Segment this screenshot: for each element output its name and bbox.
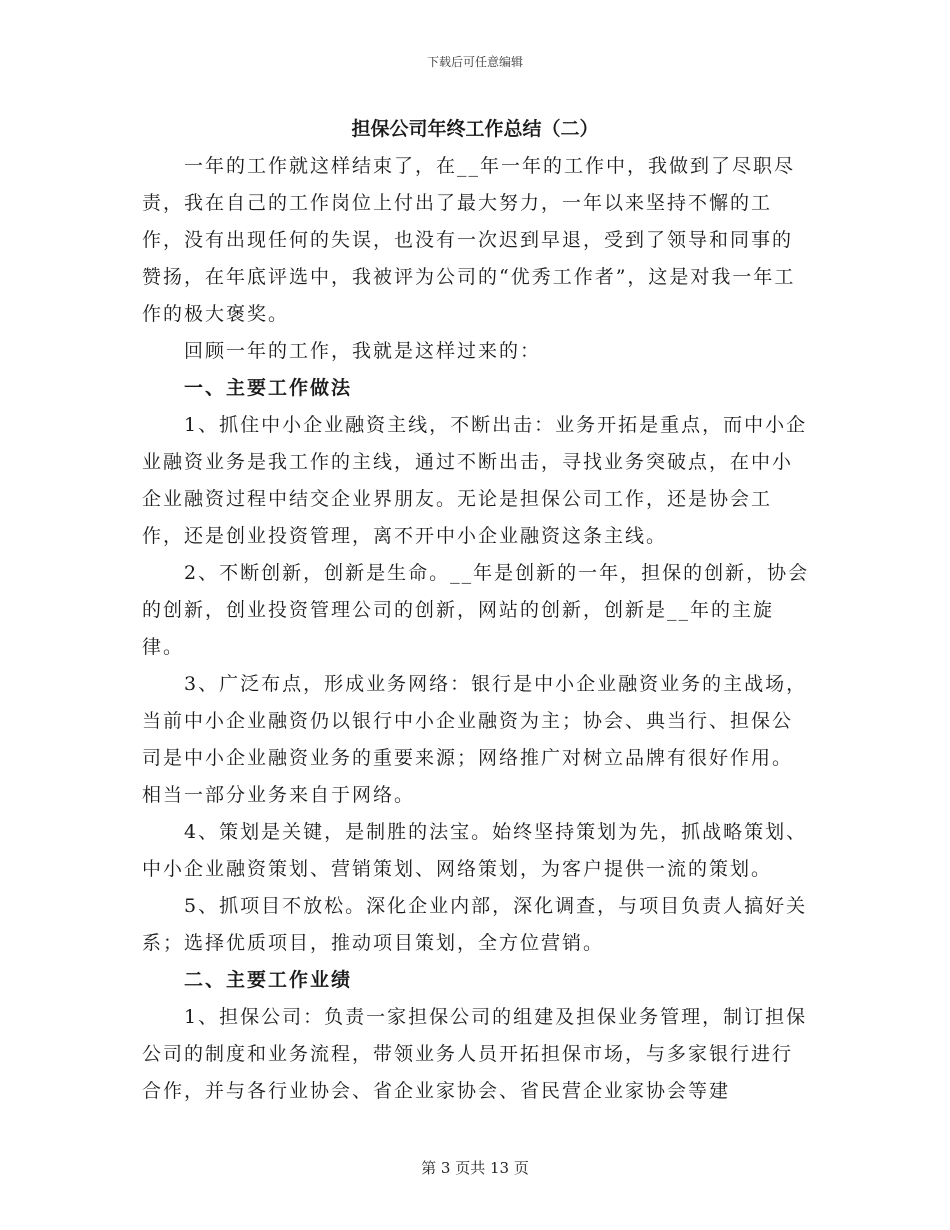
paragraph-method-1: 1、抓住中小企业融资主线，不断出击：业务开拓是重点，而中小企业融资业务是我工作的主线，通过不断出击，寻找业务突破点，在中小企业融资过程中结交企业界朋友。无论是担保公司工作，还是协会工作，还是创业投资管理，离不开中小企业融资这条主线。 [142, 414, 808, 547]
section-heading-results: 二、主要工作业绩 [184, 969, 353, 991]
paragraph-method-5: 5、抓项目不放松。深化企业内部，深化调查，与项目负责人搞好关系；选择优质项目，推动项目策划，全方位营销。 [142, 895, 808, 954]
page-footer: 第 3 页共 13 页 [421, 1159, 529, 1177]
paragraph-result-1: 1、担保公司：负责一家担保公司的组建及担保业务管理，制订担保公司的制度和业务流程，带领业务人员开拓担保市场，与多家银行进行合作，并与各行业协会、省企业家协会、省民营企业家协会等建 [142, 1006, 808, 1102]
section-heading-methods: 一、主要工作做法 [184, 377, 353, 399]
paragraph-intro: 一年的工作就这样结束了，在__年一年的工作中，我做到了尽职尽责，我在自己的工作岗位上付出了最大努力，一年以来坚持不懈的工作，没有出现任何的失误，也没有一次迟到早退，受到了领导和同事的赞扬，在年底评选中，我被评为公司的“优秀工作者”，这是对我一年工作的极大褒奖。 [142, 155, 796, 325]
document-title: 担保公司年终工作总结（二） [351, 118, 599, 140]
page-header: 下载后可任意编辑 [426, 55, 523, 69]
paragraph-method-4: 4、策划是关键，是制胜的法宝。始终坚持策划为先，抓战略策划、中小企业融资策划、营销策划、网络策划，为客户提供一流的策划。 [142, 821, 808, 880]
paragraph-method-2: 2、不断创新，创新是生命。__年是创新的一年，担保的创新，协会的创新，创业投资管理公司的创新，网站的创新，创新是__年的主旋律。 [142, 562, 810, 658]
paragraph-review: 回顾一年的工作，我就是这样过来的： [184, 340, 542, 362]
paragraph-method-3: 3、广泛布点，形成业务网络：银行是中小企业融资业务的主战场，当前中小企业融资仍以银行中小企业融资为主；协会、典当行、担保公司是中小企业融资业务的重要来源；网络推广对树立品牌有很好作用。相当一部分业务来自于网络。 [142, 673, 808, 806]
document-body [142, 148, 812, 1110]
